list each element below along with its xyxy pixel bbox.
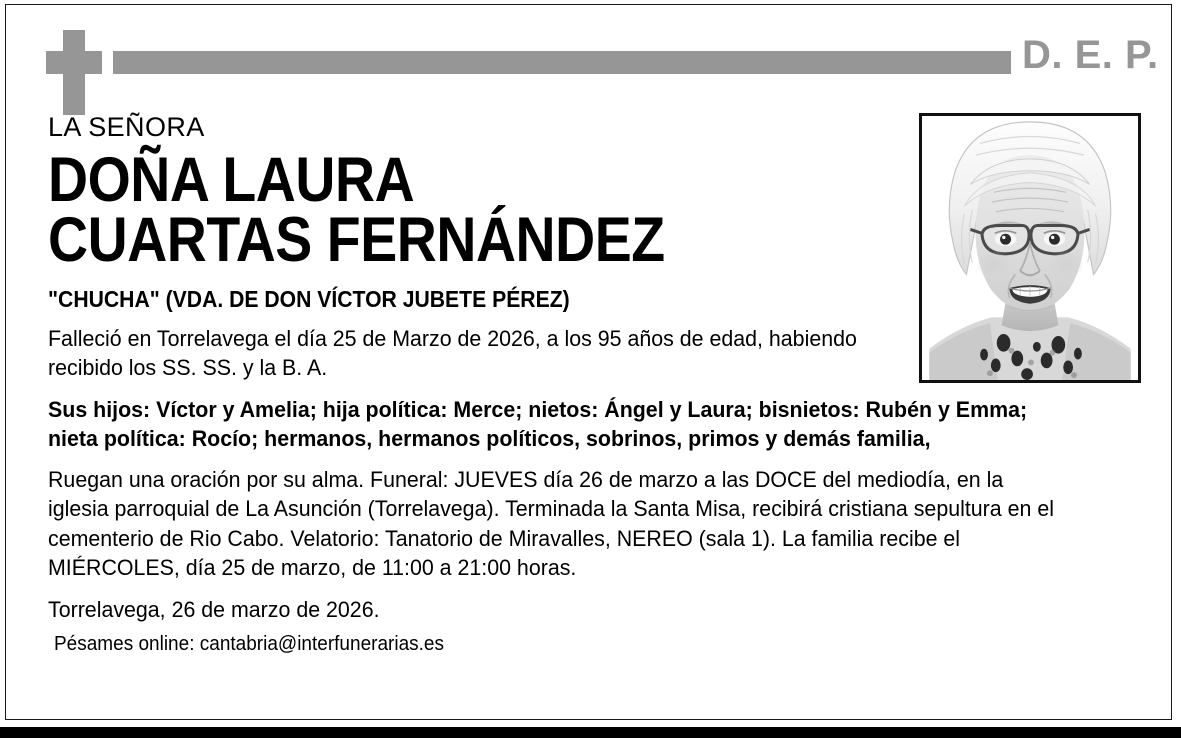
deceased-portrait-photo bbox=[919, 113, 1141, 383]
bottom-black-bar bbox=[0, 727, 1181, 738]
header-rule bbox=[113, 51, 1011, 74]
honorific-label: LA SEÑORA bbox=[48, 112, 205, 142]
notice-header bbox=[0, 0, 1181, 115]
dep-label: D. E. P. bbox=[1022, 33, 1159, 77]
death-info-paragraph: Falleció en Torrelavega el día 25 de Marzo de 2026, a los 95 años de edad, habiendo recibido los SS. SS. y la B. A. bbox=[48, 326, 857, 381]
condolences-email: Pésames online: cantabria@interfunerarias.es bbox=[54, 633, 445, 656]
place-and-date: Torrelavega, 26 de marzo de 2026. bbox=[48, 597, 380, 623]
family-members-paragraph: Sus hijos: Víctor y Amelia; hija política: Merce; nietos: Ángel y Laura; bisnietos: Rubén y Emma; nieta política: Rocío; hermanos, hermanos políticos, sobrinos, primos y demás familia, bbox=[48, 396, 1028, 451]
portrait-illustration bbox=[922, 116, 1138, 380]
deceased-name-line-2: CUARTAS FERNÁNDEZ bbox=[48, 204, 665, 275]
deceased-name-line-1: DOÑA LAURA bbox=[48, 145, 415, 216]
deceased-alias-and-spouse: "CHUCHA" (VDA. DE DON VÍCTOR JUBETE PÉREZ) bbox=[48, 285, 570, 312]
latin-cross-icon bbox=[46, 30, 102, 115]
notice-body bbox=[48, 112, 1054, 656]
cross-horizontal-bar bbox=[46, 51, 102, 74]
funeral-arrangements-paragraph: Ruegan una oración por su alma. Funeral: JUEVES día 26 de marzo a las DOCE del mediodía, en la iglesia parroquial de La Asunción (Torrelavega). Terminada la Santa Misa, recibirá cristiana sepultura en el cementerio de Rio Cabo. Velatorio: Tanatorio de Miravalles, NEREO (sala 1). La familia recibe el MIÉRCOLES, día 25 de marzo, de 11:00 a 21:00 horas. bbox=[48, 467, 1054, 580]
